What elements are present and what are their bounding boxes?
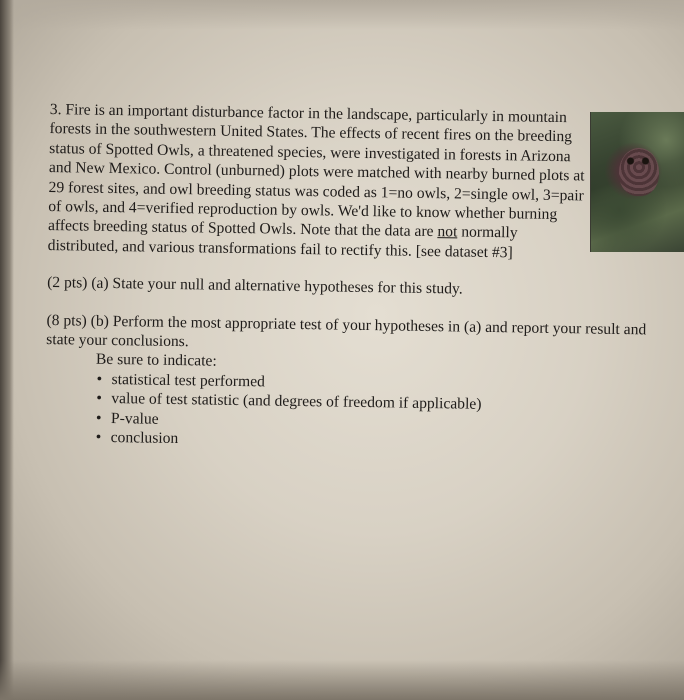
top-shadow — [0, 0, 684, 30]
requirements-list — [45, 369, 676, 457]
assignment-question — [45, 100, 680, 456]
bullet-item: • value of test statistic (and degrees of freedom if applicable) — [111, 389, 675, 417]
question-outro: normally distributed, and various transformations fail to rectify this. [see dataset #3] — [47, 223, 518, 262]
bullet-item: • statistical test performed — [111, 370, 675, 398]
question-text — [48, 100, 590, 264]
question-intro: 3. Fire is an important disturbance factor in the landscape, particularly in mountain forests in the southwestern United States. The effects of recent fires on the breeding status of Spotted Owls, a threatened species, were investigated in forests in Arizona and New Mexico. Control (unburned) plots were matched with nearby burned plots at 29 forest sites, and owl breeding status was coded as 1=no owls, 2=single owl, 3=pair of owls, and 4=verified reproduction by owls. We'd like to know whether burning affects breeding status of Spotted Owls. Note that the data are — [47, 100, 585, 241]
part-b: (8 pts) (b) Perform the most appropriate test of your hypotheses in (a) and report your result and state your conclusions. — [46, 311, 647, 351]
underlined-not: not — [437, 223, 458, 241]
part-a: (2 pts) (a) State your null and alternative hypotheses for this study. — [46, 274, 463, 298]
bottom-shadow — [0, 660, 684, 700]
bullet-item: • P-value — [111, 409, 675, 437]
indicate-label: Be sure to indicate: — [95, 351, 217, 371]
left-shadow — [0, 0, 14, 700]
bullet-item: • conclusion — [111, 428, 675, 456]
